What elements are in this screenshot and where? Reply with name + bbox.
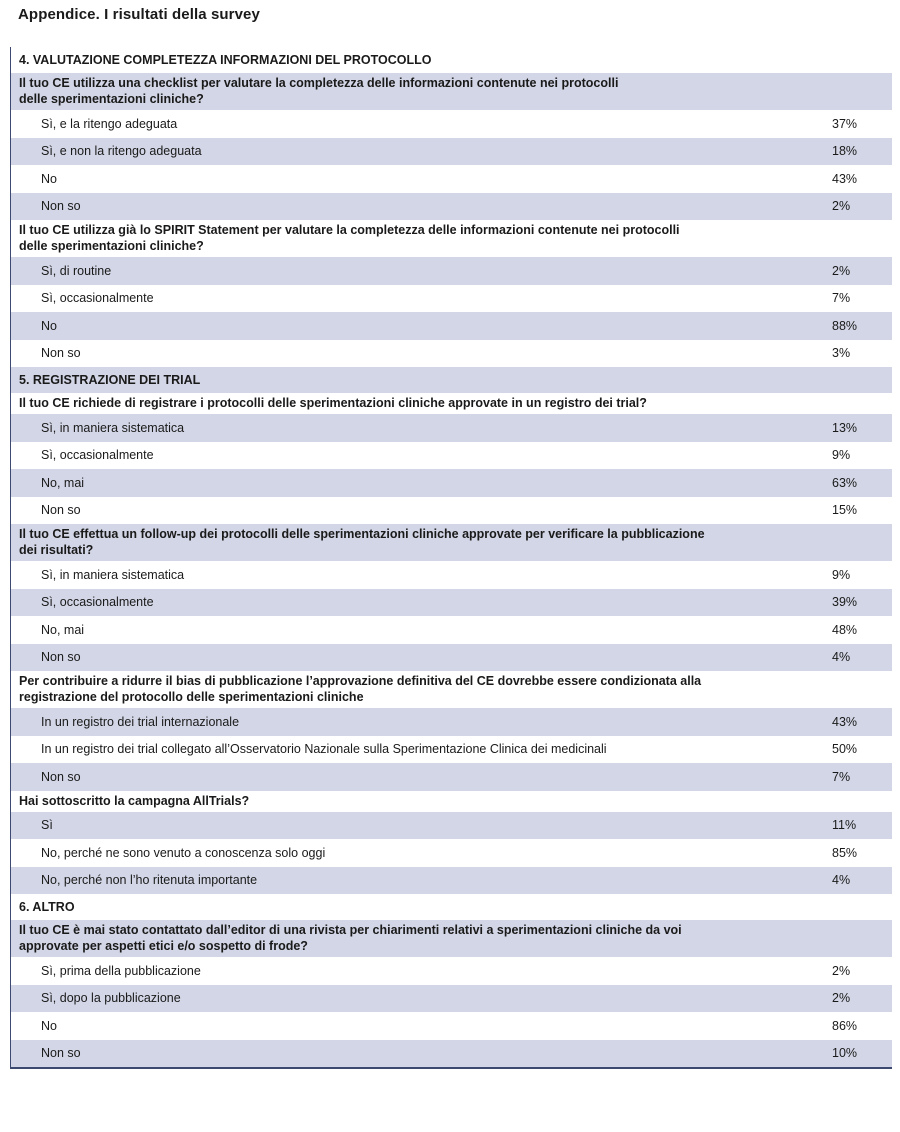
answer-percentage: 9%	[832, 567, 851, 582]
answer-row	[11, 589, 892, 617]
answer-row	[11, 312, 892, 340]
answer-row	[11, 1012, 892, 1040]
answer-percentage: 15%	[832, 503, 858, 518]
answer-label: No, perché ne sono venuto a conoscenza solo oggi	[41, 845, 326, 860]
answer-row	[11, 442, 892, 470]
answer-row	[11, 985, 892, 1013]
answer-label: In un registro dei trial collegato all’Osservatorio Nazionale sulla Sperimentazione Clinica dei medicinali	[41, 742, 607, 757]
answer-percentage: 11%	[832, 818, 857, 833]
answer-label: Non so	[41, 769, 81, 784]
answer-label: Non so	[41, 650, 81, 665]
answer-percentage: 2%	[832, 991, 851, 1006]
answer-label: Sì, occasionalmente	[41, 595, 154, 610]
answer-label: No, mai	[41, 622, 85, 637]
answer-label: Sì, e non la ritengo adeguata	[41, 144, 202, 159]
answer-percentage: 3%	[832, 346, 851, 361]
answer-label: No, mai	[41, 475, 85, 490]
answer-row	[11, 340, 892, 368]
answer-label: No	[41, 171, 57, 186]
question-row	[11, 920, 892, 957]
question-text: Hai sottoscritto la campagna AllTrials?	[19, 793, 250, 808]
answer-row	[11, 644, 892, 672]
answer-row	[11, 497, 892, 525]
survey-table	[10, 47, 892, 1069]
answer-percentage: 4%	[832, 873, 851, 888]
answer-label: No	[41, 1018, 57, 1033]
answer-row	[11, 867, 892, 895]
answer-percentage: 13%	[832, 420, 858, 435]
answer-percentage: 86%	[832, 1018, 858, 1033]
table-bottom-rule	[11, 1067, 892, 1069]
answer-percentage: 85%	[832, 845, 858, 860]
answer-row	[11, 736, 892, 764]
answer-label: No	[41, 318, 57, 333]
answer-label: Sì, in maniera sistematica	[41, 567, 185, 582]
answer-label: Non so	[41, 503, 81, 518]
answer-percentage: 39%	[832, 595, 858, 610]
answer-percentage: 7%	[832, 291, 851, 306]
answer-row	[11, 165, 892, 193]
answer-label: Sì	[41, 818, 53, 833]
answer-label: Sì, occasionalmente	[41, 291, 154, 306]
answer-label: Sì, dopo la pubblicazione	[41, 991, 181, 1006]
answer-row	[11, 957, 892, 985]
answer-percentage: 2%	[832, 963, 851, 978]
answer-row	[11, 812, 892, 840]
question-row	[11, 671, 892, 708]
answer-label: Sì, e la ritengo adeguata	[41, 116, 178, 131]
question-text: Il tuo CE è mai stato contattato dall’editor di una rivista per chiarimenti relativi a sperimentazioni cliniche da voi approvate per aspetti etici e/o sospetto di frode?	[19, 923, 682, 953]
question-row	[11, 220, 892, 257]
section-heading: 6. ALTRO	[19, 900, 75, 914]
page-title: Appendice. I risultati della survey	[18, 6, 260, 23]
question-text: Per contribuire a ridurre il bias di pubblicazione l’approvazione definitiva del CE dovrebbe essere condizionata alla registrazione del protocollo delle sperimentazioni cliniche	[19, 674, 702, 704]
question-text: Il tuo CE richiede di registrare i protocolli delle sperimentazioni cliniche approvate in un registro dei trial?	[19, 396, 647, 410]
answer-percentage: 10%	[832, 1046, 858, 1061]
answer-label: Sì, occasionalmente	[41, 448, 154, 463]
answer-label: Sì, di routine	[41, 263, 112, 278]
answer-row	[11, 193, 892, 221]
answer-percentage: 63%	[832, 475, 858, 490]
answer-percentage: 43%	[832, 171, 858, 186]
answer-label: Non so	[41, 199, 81, 214]
answer-percentage: 2%	[832, 263, 851, 278]
answer-label: Sì, in maniera sistematica	[41, 420, 185, 435]
answer-row	[11, 110, 892, 138]
section-heading: 5. REGISTRAZIONE DEI TRIAL	[11, 367, 892, 393]
answer-label: Non so	[41, 346, 81, 361]
answer-row	[11, 708, 892, 736]
answer-label: Sì, prima della pubblicazione	[41, 963, 201, 978]
answer-row	[11, 257, 892, 285]
answer-row	[11, 839, 892, 867]
answer-row	[11, 285, 892, 313]
answer-row	[11, 616, 892, 644]
answer-row	[11, 414, 892, 442]
answer-percentage: 9%	[832, 448, 851, 463]
answer-percentage: 48%	[832, 622, 858, 637]
answer-row	[11, 561, 892, 589]
answer-row	[11, 763, 892, 791]
question-text: Il tuo CE utilizza già lo SPIRIT Statement per valutare la completezza delle informazioni contenute nei protocolli delle sperimentazioni cliniche?	[19, 223, 680, 253]
answer-percentage: 50%	[832, 742, 858, 757]
answer-label: No, perché non l’ho ritenuta importante	[41, 873, 258, 888]
answer-percentage: 37%	[832, 116, 858, 131]
question-text: Il tuo CE utilizza una checklist per valutare la completezza delle informazioni contenute nei protocolli delle sperimentazioni cliniche?	[19, 76, 619, 106]
answer-percentage: 2%	[832, 199, 851, 214]
answer-percentage: 43%	[832, 714, 858, 729]
answer-row	[11, 138, 892, 166]
question-text: Il tuo CE effettua un follow-up dei protocolli delle sperimentazioni cliniche approvate per verificare la pubblicazione dei risultati?	[19, 527, 705, 557]
answer-percentage: 7%	[832, 769, 851, 784]
answer-row	[11, 1040, 892, 1068]
answer-percentage: 88%	[832, 318, 858, 333]
question-row	[11, 393, 892, 414]
question-row	[11, 524, 892, 561]
answer-row	[11, 469, 892, 497]
question-row	[11, 73, 892, 110]
question-row	[11, 791, 892, 812]
answer-percentage: 18%	[832, 144, 858, 159]
answer-percentage: 4%	[832, 650, 851, 665]
section-heading: 4. VALUTAZIONE COMPLETEZZA INFORMAZIONI DEL PROTOCOLLO	[19, 53, 432, 67]
answer-label: In un registro dei trial internazionale	[41, 714, 240, 729]
answer-label: Non so	[41, 1046, 81, 1061]
